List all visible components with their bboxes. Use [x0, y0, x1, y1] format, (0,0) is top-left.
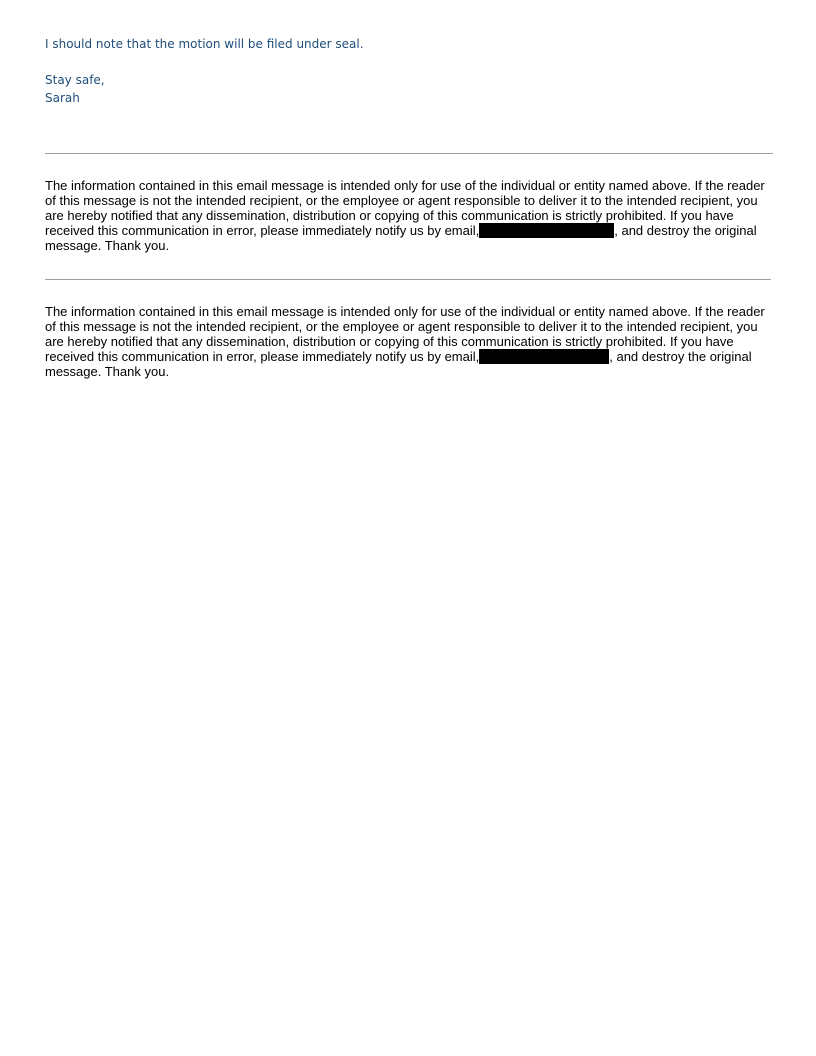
horizontal-divider	[45, 153, 773, 154]
closing-line: Stay safe,	[45, 73, 105, 87]
disclaimer-text: The information contained in this email message is intended only for use of the individual or entity named above. If the reader of this message is not the intended recipient, or the employee or agent responsible to deliver it to the intended recipient, you are hereby notified that any dissemination, distribution or copying of this communication is strictly prohibited. If you have received this communication in error, please immediately notify us by email,	[45, 178, 765, 238]
disclaimer-text: The information contained in this email message is intended only for use of the individual or entity named above. If the reader of this message is not the intended recipient, or the employee or agent responsible to deliver it to the intended recipient, you are hereby notified that any dissemination, distribution or copying of this communication is strictly prohibited. If you have received this communication in error, please immediately notify us by email,	[45, 304, 765, 364]
redacted-email-block	[479, 223, 614, 238]
signature-name: Sarah	[45, 91, 80, 105]
disclaimer-text-end: , and destroy the original message. Thank you.	[45, 223, 757, 253]
disclaimer-text-end: , and destroy the original message. Thank you.	[45, 349, 752, 379]
horizontal-divider	[45, 279, 771, 280]
confidentiality-disclaimer	[45, 178, 771, 253]
message-line: I should note that the motion will be filed under seal.	[45, 37, 364, 51]
paragraph-spacer	[45, 53, 745, 71]
confidentiality-disclaimer	[45, 304, 769, 379]
redacted-email-block	[479, 349, 609, 364]
email-message-body	[45, 35, 745, 107]
